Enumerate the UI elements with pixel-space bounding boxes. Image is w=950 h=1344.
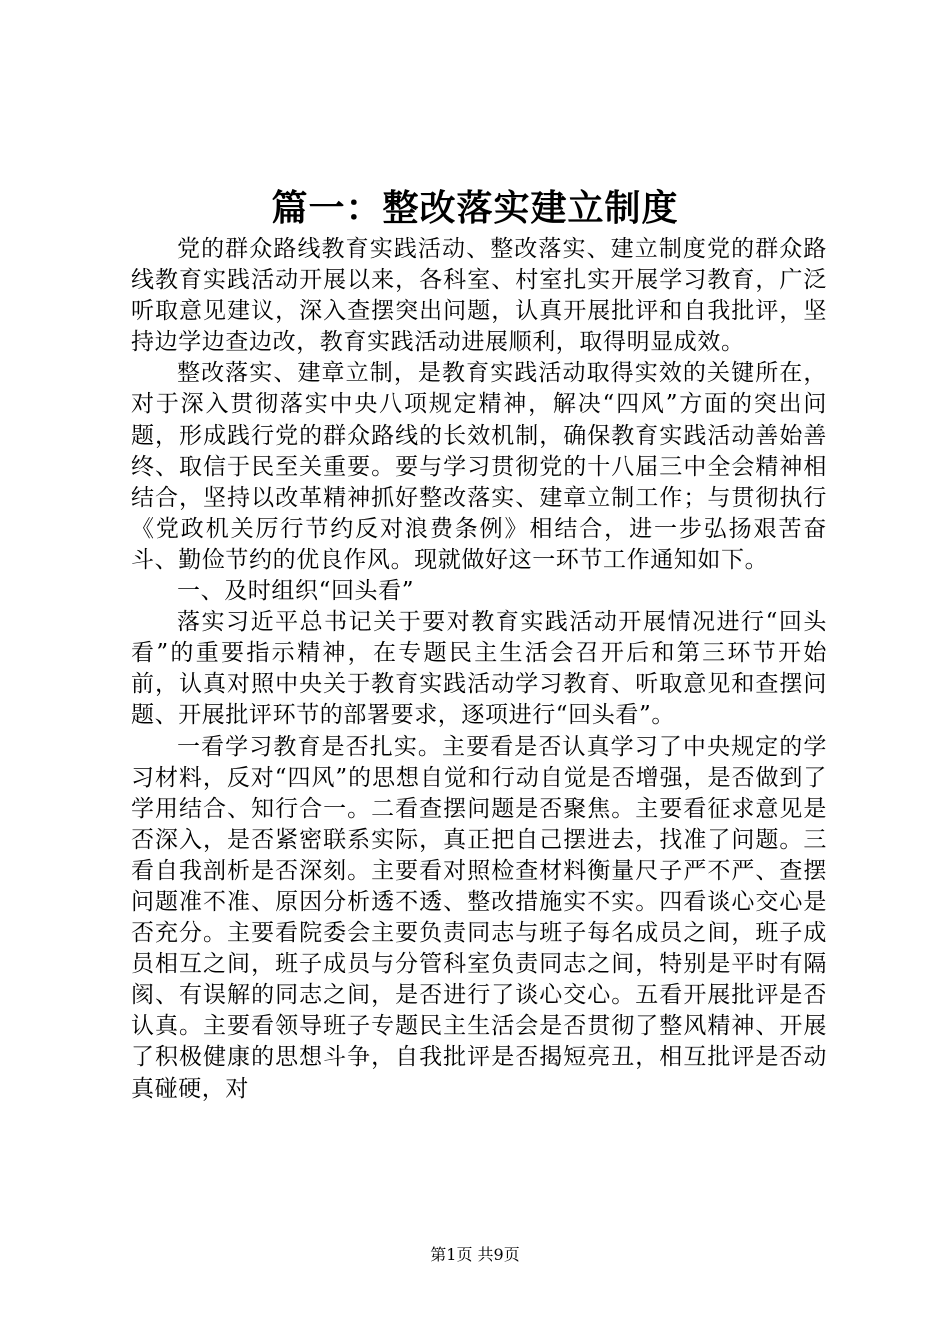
paragraph-rectification: 整改落实、建章立制，是教育实践活动取得实效的关键所在，对于深入贯彻落实中央八项规定精神，解决“四风”方面的突出问题，形成践行党的群众路线的长效机制，确保教育实践活动善始善终、取信于民至关重要。要与学习贯彻党的十八届三中全会精神相结合，坚持以改革精神抓好整改落实、建章立制工作；与贯彻执行《党政机关厉行节约反对浪费条例》相结合，进一步弘扬艰苦奋斗、勤俭节约的优良作风。现就做好这一环节工作通知如下。 (131, 360, 827, 573)
paragraph-intro: 党的群众路线教育实践活动、整改落实、建立制度党的群众路线教育实践活动开展以来，各科室、村室扎实开展学习教育，广泛听取意见建议，深入查摆突出问题，认真开展批评和自我批评，坚持边学边查边改，教育实践活动进展顺利，取得明显成效。 (131, 236, 827, 356)
paragraph-review-instructions: 落实习近平总书记关于要对教育实践活动开展情况进行“回头看”的重要指示精神，在专题民主生活会召开后和第三环节开始前，认真对照中央关于教育实践活动学习教育、听取意见和查摆问题、开展批评环节的部署要求，逐项进行“回头看”。 (131, 609, 827, 729)
page-number-footer: 第1页 共9页 (430, 1245, 520, 1264)
section-heading-review: 一、及时组织“回头看” (177, 578, 415, 605)
document-title: 篇一：整改落实建立制度 (271, 187, 679, 229)
document-body (131, 234, 827, 1105)
paragraph-five-checks: 一看学习教育是否扎实。主要看是否认真学习了中央规定的学习材料，反对“四风”的思想自觉和行动自觉是否增强，是否做到了学用结合、知行合一。二看查摆问题是否聚焦。主要看征求意见是否深入，是否紧密联系实际，真正把自己摆进去，找准了问题。三看自我剖析是否深刻。主要看对照检查材料衡量尺子严不严、查摆问题准不准、原因分析透不透、整改措施实不实。四看谈心交心是否充分。主要看院委会主要负责同志与班子每名成员之间，班子成员相互之间，班子成员与分管科室负责同志之间，特别是平时有隔阂、有误解的同志之间，是否进行了谈心交心。五看开展批评是否认真。主要看领导班子专题民主生活会是否贯彻了整风精神、开展了积极健康的思想斗争，自我批评是否揭短亮丑，相互批评是否动真碰硬，对 (131, 733, 827, 1102)
